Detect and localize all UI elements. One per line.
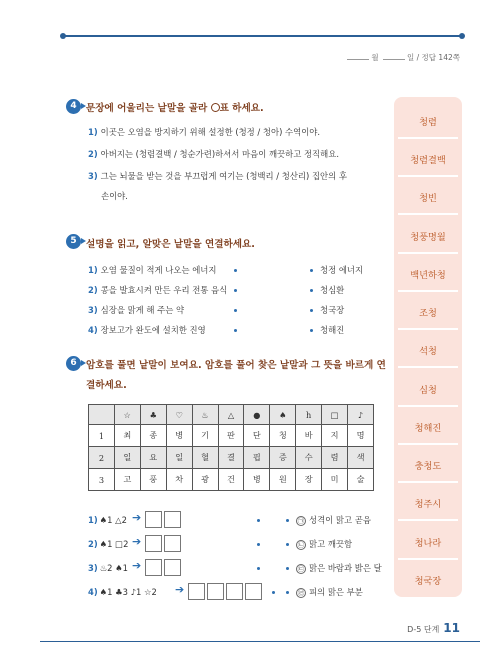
connect-dot[interactable]: [257, 543, 260, 546]
word-list-item: 조청: [419, 308, 437, 319]
top-rule-dot: [60, 33, 66, 39]
answer-box[interactable]: [226, 583, 243, 600]
connect-dot[interactable]: [310, 309, 313, 312]
question-6-title-cont: 결하세요.: [86, 380, 127, 391]
arrow-right-icon: ➔: [132, 559, 142, 572]
date-answer-header: 월 일 / 정답 142쪽: [0, 52, 500, 63]
q4-sentence-3: 3) 그는 뇌물을 받는 것을 부끄럽게 여기는 (청백리 / 청산리) 집안의 후: [88, 171, 347, 181]
connect-dot[interactable]: [310, 289, 313, 292]
answer-box[interactable]: [245, 583, 262, 600]
meaning-option: ㉢ 맑은 바람과 밝은 달: [297, 563, 382, 573]
connect-dot[interactable]: [286, 519, 289, 522]
q5-description: 4) 장보고가 완도에 설치한 진영: [88, 325, 206, 335]
word-list-item: 청나라: [414, 538, 442, 549]
q4-sentence-1: 1) 이곳은 오염을 방지하기 위해 설정한 (청정 / 청아) 수역이야.: [88, 127, 321, 137]
answer-box[interactable]: [164, 535, 181, 552]
connect-dot[interactable]: [257, 567, 260, 570]
q4-sentence-2: 2) 아버지는 (청렴결백 / 청순가련)하셔서 마음이 깨끗하고 정직해요.: [88, 149, 339, 159]
question-number-6: 6: [66, 356, 81, 371]
answer-box[interactable]: [164, 559, 181, 576]
connect-dot[interactable]: [286, 543, 289, 546]
word-list-item: 석청: [419, 346, 437, 357]
word-list-item: 청풍명월: [410, 232, 446, 243]
word-list-item: 청렴: [419, 117, 437, 128]
word-list-item: 청빈: [419, 193, 437, 204]
page-footer: D-5 단계 11: [407, 621, 460, 635]
word-list-item: 백년하청: [410, 270, 446, 281]
meaning-option: ㉠ 성격이 맑고 곧음: [297, 515, 371, 525]
meaning-option: ㉣ 피의 맑은 부분: [297, 587, 363, 597]
cipher-table: [88, 404, 374, 491]
connect-dot[interactable]: [234, 309, 237, 312]
connect-dot[interactable]: [286, 567, 289, 570]
word-list-item: 청주시: [414, 499, 442, 510]
cipher-header-row: ☆ ♣ ♡ ♨ △ ● ♠ h □ ♪: [89, 405, 374, 425]
connect-dot[interactable]: [234, 289, 237, 292]
top-rule-dot: [459, 33, 465, 39]
word-list-item: 충청도: [414, 461, 442, 472]
arrow-right-icon: ➔: [175, 583, 185, 596]
word-list-item: 심청: [419, 385, 437, 396]
answer-box[interactable]: [145, 511, 162, 528]
question-4-title: 문장에 어울리는 낱말을 골라 표 하세요.: [86, 103, 264, 114]
cipher-code: 2) ♠1 □2: [88, 539, 129, 549]
q4-sentence-3-cont: 손이야.: [101, 191, 128, 201]
question-number-4: 4: [66, 99, 81, 114]
word-list-item: 청국장: [414, 576, 442, 587]
connect-dot[interactable]: [234, 329, 237, 332]
word-list-item: 청렴결백: [410, 155, 446, 166]
answer-box[interactable]: [145, 559, 162, 576]
question-6-title: 암호를 풀면 낱말이 보여요. 암호를 풀어 찾은 낱말과 그 뜻을 바르게 연: [86, 360, 386, 371]
circle-symbol-icon: [211, 103, 220, 112]
answer-box[interactable]: [164, 511, 181, 528]
answer-box[interactable]: [188, 583, 205, 600]
q5-description: 3) 심장을 맑게 해 주는 약: [88, 305, 185, 315]
connect-dot[interactable]: [286, 591, 289, 594]
cipher-row: 1 최 종 병 기 판 단 청 바 지 명: [89, 425, 374, 447]
arrow-right-icon: ➔: [132, 511, 142, 524]
q5-word: 청해진: [320, 325, 345, 335]
connect-dot[interactable]: [257, 519, 260, 522]
connect-dot[interactable]: [310, 269, 313, 272]
cipher-code: 4) ♠1 ♣3 ♪1 ☆2: [88, 587, 157, 597]
page-number: 11: [443, 621, 460, 635]
q5-word: 청정 에너지: [320, 265, 364, 275]
connect-dot[interactable]: [310, 329, 313, 332]
word-list-item: 청해진: [414, 423, 442, 434]
cipher-row: 3 고 풍 차 광 건 병 원 장 미 술: [89, 469, 374, 491]
cipher-code: 3) ♨2 ♠1: [88, 563, 128, 573]
q5-description: 1) 오염 물질이 적게 나오는 에너지: [88, 265, 217, 275]
cipher-code: 1) ♠1 △2: [88, 515, 127, 525]
meaning-option: ㉡ 맑고 깨끗함: [297, 539, 353, 549]
q5-word: 청국장: [320, 305, 345, 315]
question-5-title: 설명을 읽고, 알맞은 낱말을 연결하세요.: [86, 239, 255, 250]
connect-dot[interactable]: [272, 591, 275, 594]
footer-rule: [40, 641, 480, 642]
top-rule: [62, 35, 462, 37]
arrow-right-icon: ➔: [132, 535, 142, 548]
q5-description: 2) 콩을 발효시켜 만든 우리 전통 음식: [88, 285, 228, 295]
connect-dot[interactable]: [234, 269, 237, 272]
cipher-row: 2 일 요 일 혈 결 핍 증 수 렴 색: [89, 447, 374, 469]
answer-box[interactable]: [207, 583, 224, 600]
q5-word: 청심환: [320, 285, 345, 295]
question-number-5: 5: [66, 234, 81, 249]
answer-box[interactable]: [145, 535, 162, 552]
